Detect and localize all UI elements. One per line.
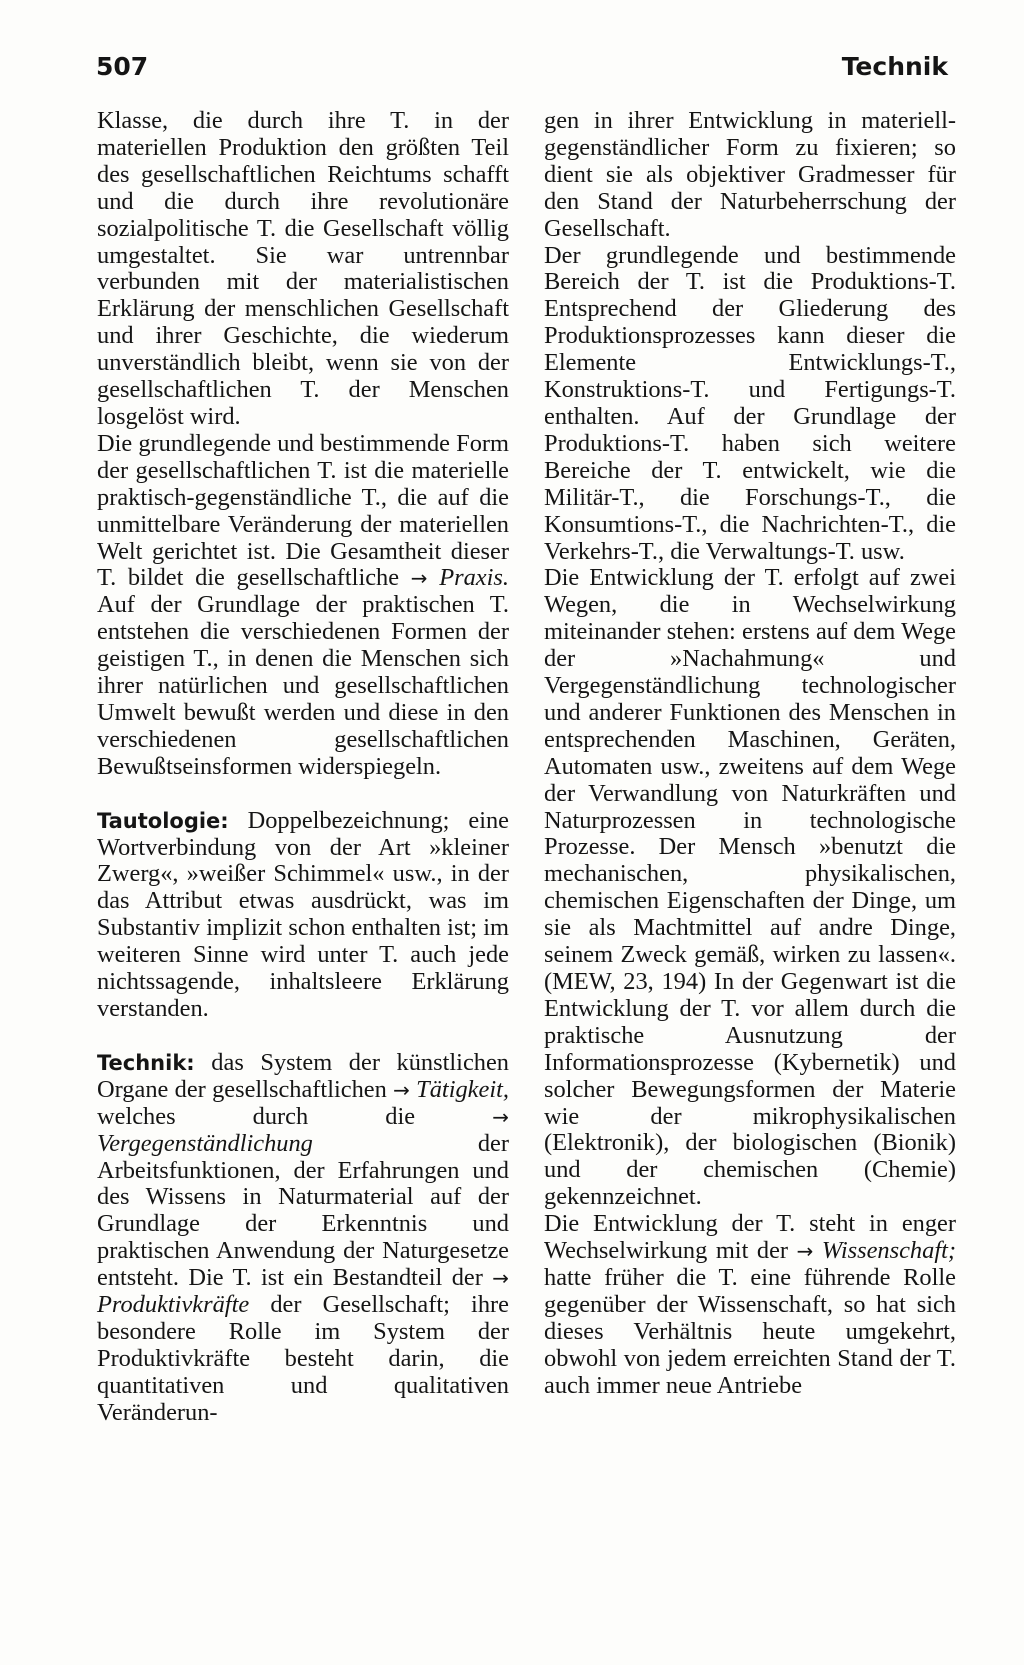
entry-text: das System der künstlichen Organe der gesellschaftlichen xyxy=(97,1048,509,1103)
entry-text: der Gesellschaft; ihre besondere Rolle im System der Produktivkräfte besteht darin, die quantitativen und qualitativen Veränderun- xyxy=(97,1291,509,1426)
cross-reference-arrow-icon: → xyxy=(410,566,428,591)
entry-tautologie xyxy=(97,808,509,1023)
paragraph-text: Die Entwicklung der T. steht in enger Wechselwirkung mit der xyxy=(544,1210,956,1265)
entry-text: der Arbeitsfunktionen, der Erfahrungen und des Wissens in Naturmaterial auf der Grundlage der Erkenntnis und praktischen Anwendung der Naturgesetze entsteht. Die T. ist ein Bestandteil der xyxy=(97,1129,509,1292)
paragraph-science-relation xyxy=(544,1211,956,1399)
cross-reference-arrow-icon: → xyxy=(796,1239,814,1264)
headword-technik: Technik: xyxy=(97,1050,195,1075)
cross-reference-wissenschaft[interactable]: Wissenschaft; xyxy=(821,1237,956,1265)
headword-tautologie: Tautologie: xyxy=(97,808,229,833)
paragraph-development-paths: Die Entwicklung der T. erfolgt auf zwei Wegen, die in Wechselwirkung miteinander stehen: erstens auf dem Wege der »Nachahmung« und Vergegenständlichung technologischer und anderer Funktionen des Menschen in entsprechenden Maschinen, Geräten, Automaten usw., zweitens auf dem Wege der Verwandlung von Naturkräften und Naturprozessen in technologische Prozesse. Der Mensch »benutzt die mechanischen, physikalischen, chemischen Eigenschaften der Dinge, um sie als Machtmittel auf andre Dinge, seinem Zweck gemäß, wirken zu lassen«. (MEW, 23, 194) In der Gegenwart ist die Entwicklung der T. vor allem durch die praktische Ausnutzung der Informationsprozesse (Kybernetik) und solcher Bewegungsformen der Materie wie der mikrophysikalischen (Elektronik), der biologischen (Bionik) und der chemischen (Chemie) gekennzeichnet. xyxy=(544,564,956,1211)
entry-text: welches durch die xyxy=(97,1102,416,1130)
entry-text: Doppelbezeichnung; eine Wortverbindung von der Art »kleiner Zwerg«, »weißer Schimmel« usw., in der das Attribut etwas ausdrückt, was im Substantiv implizit schon enthalten ist; im weiteren Sinne wird unter T. auch jede nichtssagende, inhaltsleere Erklärung verstanden. xyxy=(97,806,509,1022)
cross-reference-praxis[interactable]: Praxis. xyxy=(439,564,509,592)
paragraph-text: Die grundlegende und bestimmende Form der gesellschaftlichen T. ist die materielle praktisch-gegenständliche T., die auf die unmittelbare Veränderung der materiellen Welt gerichtet ist. Die Gesamtheit dieser T. bildet die gesellschaftliche xyxy=(97,429,509,592)
cross-reference-taetigkeit[interactable]: Tätigkeit, xyxy=(416,1075,509,1103)
left-column xyxy=(97,108,509,1427)
cross-reference-vergegenstaendlichung[interactable]: Vergegenständlichung xyxy=(97,1129,313,1157)
entry-technik xyxy=(97,1050,509,1427)
right-column xyxy=(544,108,956,1400)
paragraph-form-of-technique xyxy=(97,431,509,781)
cross-reference-arrow-icon: → xyxy=(393,1077,410,1102)
paragraph-text: hatte früher die T. eine führende Rolle gegenüber der Wissenschaft, so hat sich dieses Verhältnis heute umgekehrt, obwohl von jedem erreichten Stand der T. auch immer neue Antriebe xyxy=(544,1263,956,1399)
page-number: 507 xyxy=(96,52,149,81)
paragraph-continuation: gen in ihrer Entwicklung in materiell-gegenständlicher Form zu fixieren; so dient sie als objektiver Gradmesser für den Stand der Naturbeherrschung der Gesellschaft. xyxy=(544,107,956,242)
cross-reference-arrow-icon: → xyxy=(492,1266,509,1291)
paragraph-text: Auf der Grundlage der praktischen T. entstehen die verschiedenen Formen der geistigen T., in denen die Menschen sich ihrer natürlichen und gesellschaftlichen Umwelt bewußt werden und diese in den verschiedenen gesellschaftlichen Bewußtseinsformen widerspiegeln. xyxy=(97,591,509,780)
cross-reference-produktivkraefte[interactable]: Produktivkräfte xyxy=(97,1291,250,1319)
running-head: Technik xyxy=(841,52,948,81)
paragraph-production-technique: Der grundlegende und bestimmende Bereich der T. ist die Produktions-T. Entsprechend der Gliederung des Produktionsprozesses kann dieser die Elemente Entwicklungs-T., Konstruktions-T. und Fertigungs-T. enthalten. Auf der Grundlage der Produktions-T. haben sich weitere Bereiche der T. entwickelt, wie die Militär-T., die Forschungs-T., die Konsumtions-T., die Nachrichten-T., die Verkehrs-T., die Verwaltungs-T. usw. xyxy=(544,241,956,565)
cross-reference-arrow-icon: → xyxy=(492,1104,509,1129)
paragraph-continuation: Klasse, die durch ihre T. in der materiellen Produktion den größten Teil des gesellschaftlichen Reichtums schafft und die durch ihre revolutionäre sozialpolitische T. die Gesellschaft völlig umgestaltet. Sie war untrennbar verbunden mit der materialistischen Erklärung der menschlichen Gesellschaft und ihrer Geschichte, die wiederum unverständlich bleibt, wenn sie von der gesellschaftlichen T. der Menschen losgelöst wird. xyxy=(97,107,509,430)
